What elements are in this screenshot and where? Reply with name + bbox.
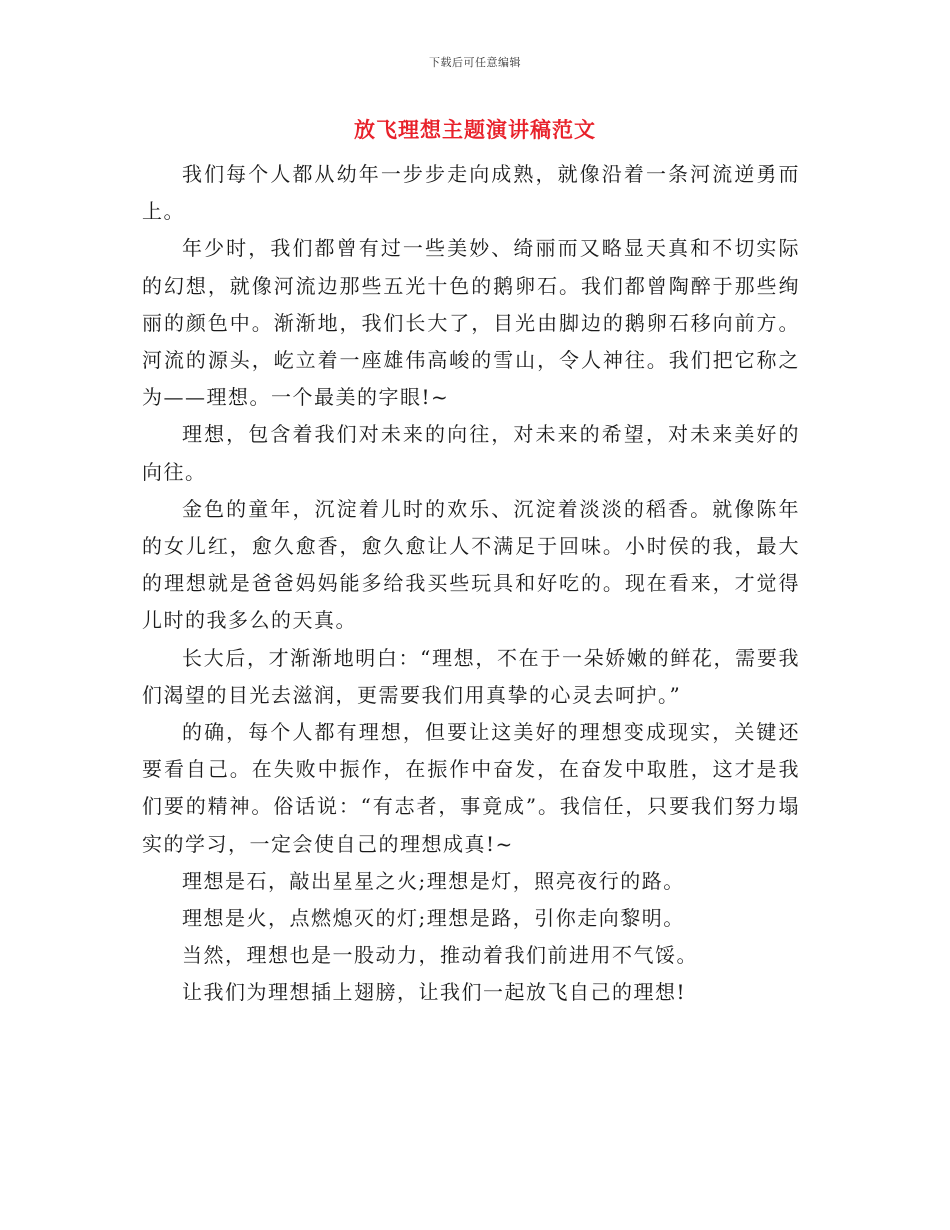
paragraph: 年少时，我们都曾有过一些美妙、绮丽而又略显天真和不切实际的幻想，就像河流边那些五光十色的鹅卵石。我们都曾陶醉于那些绚丽的颜色中。渐渐地，我们长大了，目光由脚边的鹅卵石移向前方。河流的源头，屹立着一座雄伟高峻的雪山，令人神往。我们把它称之为——理想。一个最美的字眼!~ bbox=[142, 236, 800, 410]
paragraph: 我们每个人都从幼年一步步走向成熟，就像沿着一条河流逆勇而上。 bbox=[142, 162, 800, 224]
paragraph: 理想是石，敲出星星之火;理想是灯，照亮夜行的路。 bbox=[182, 868, 685, 893]
paragraph: 理想是火，点燃熄灭的灯;理想是路，引你走向黎明。 bbox=[182, 906, 685, 931]
document-title: 放飞理想主题演讲稿范文 bbox=[354, 117, 596, 142]
paragraph: 理想，包含着我们对未来的向往，对未来的希望，对未来美好的向往。 bbox=[142, 422, 800, 484]
paragraph: 金色的童年，沉淀着儿时的欢乐、沉淀着淡淡的稻香。就像陈年的女儿红，愈久愈香，愈久愈让人不满足于回味。小时侯的我，最大的理想就是爸爸妈妈能多给我买些玩具和好吃的。现在看来，才觉得儿时的我多么的天真。 bbox=[142, 496, 800, 633]
paragraph: 让我们为理想插上翅膀，让我们一起放飞自己的理想! bbox=[182, 980, 687, 1005]
document-body bbox=[142, 156, 800, 1012]
paragraph: 的确，每个人都有理想，但要让这美好的理想变成现实，关键还要看自己。在失败中振作，在振作中奋发，在奋发中取胜，这才是我们要的精神。俗话说：“有志者，事竟成”。我信任，只要我们努力塌实的学习，一定会使自己的理想成真!~ bbox=[142, 720, 800, 856]
paragraph: 长大后，才渐渐地明白：“理想，不在于一朵娇嫩的鲜花，需要我们渴望的目光去滋润，更需要我们用真挚的心灵去呵护。” bbox=[142, 645, 800, 707]
paragraph: 当然，理想也是一股动力，推动着我们前进用不气馁。 bbox=[182, 943, 698, 968]
header-note: 下载后可任意编辑 bbox=[429, 56, 521, 69]
